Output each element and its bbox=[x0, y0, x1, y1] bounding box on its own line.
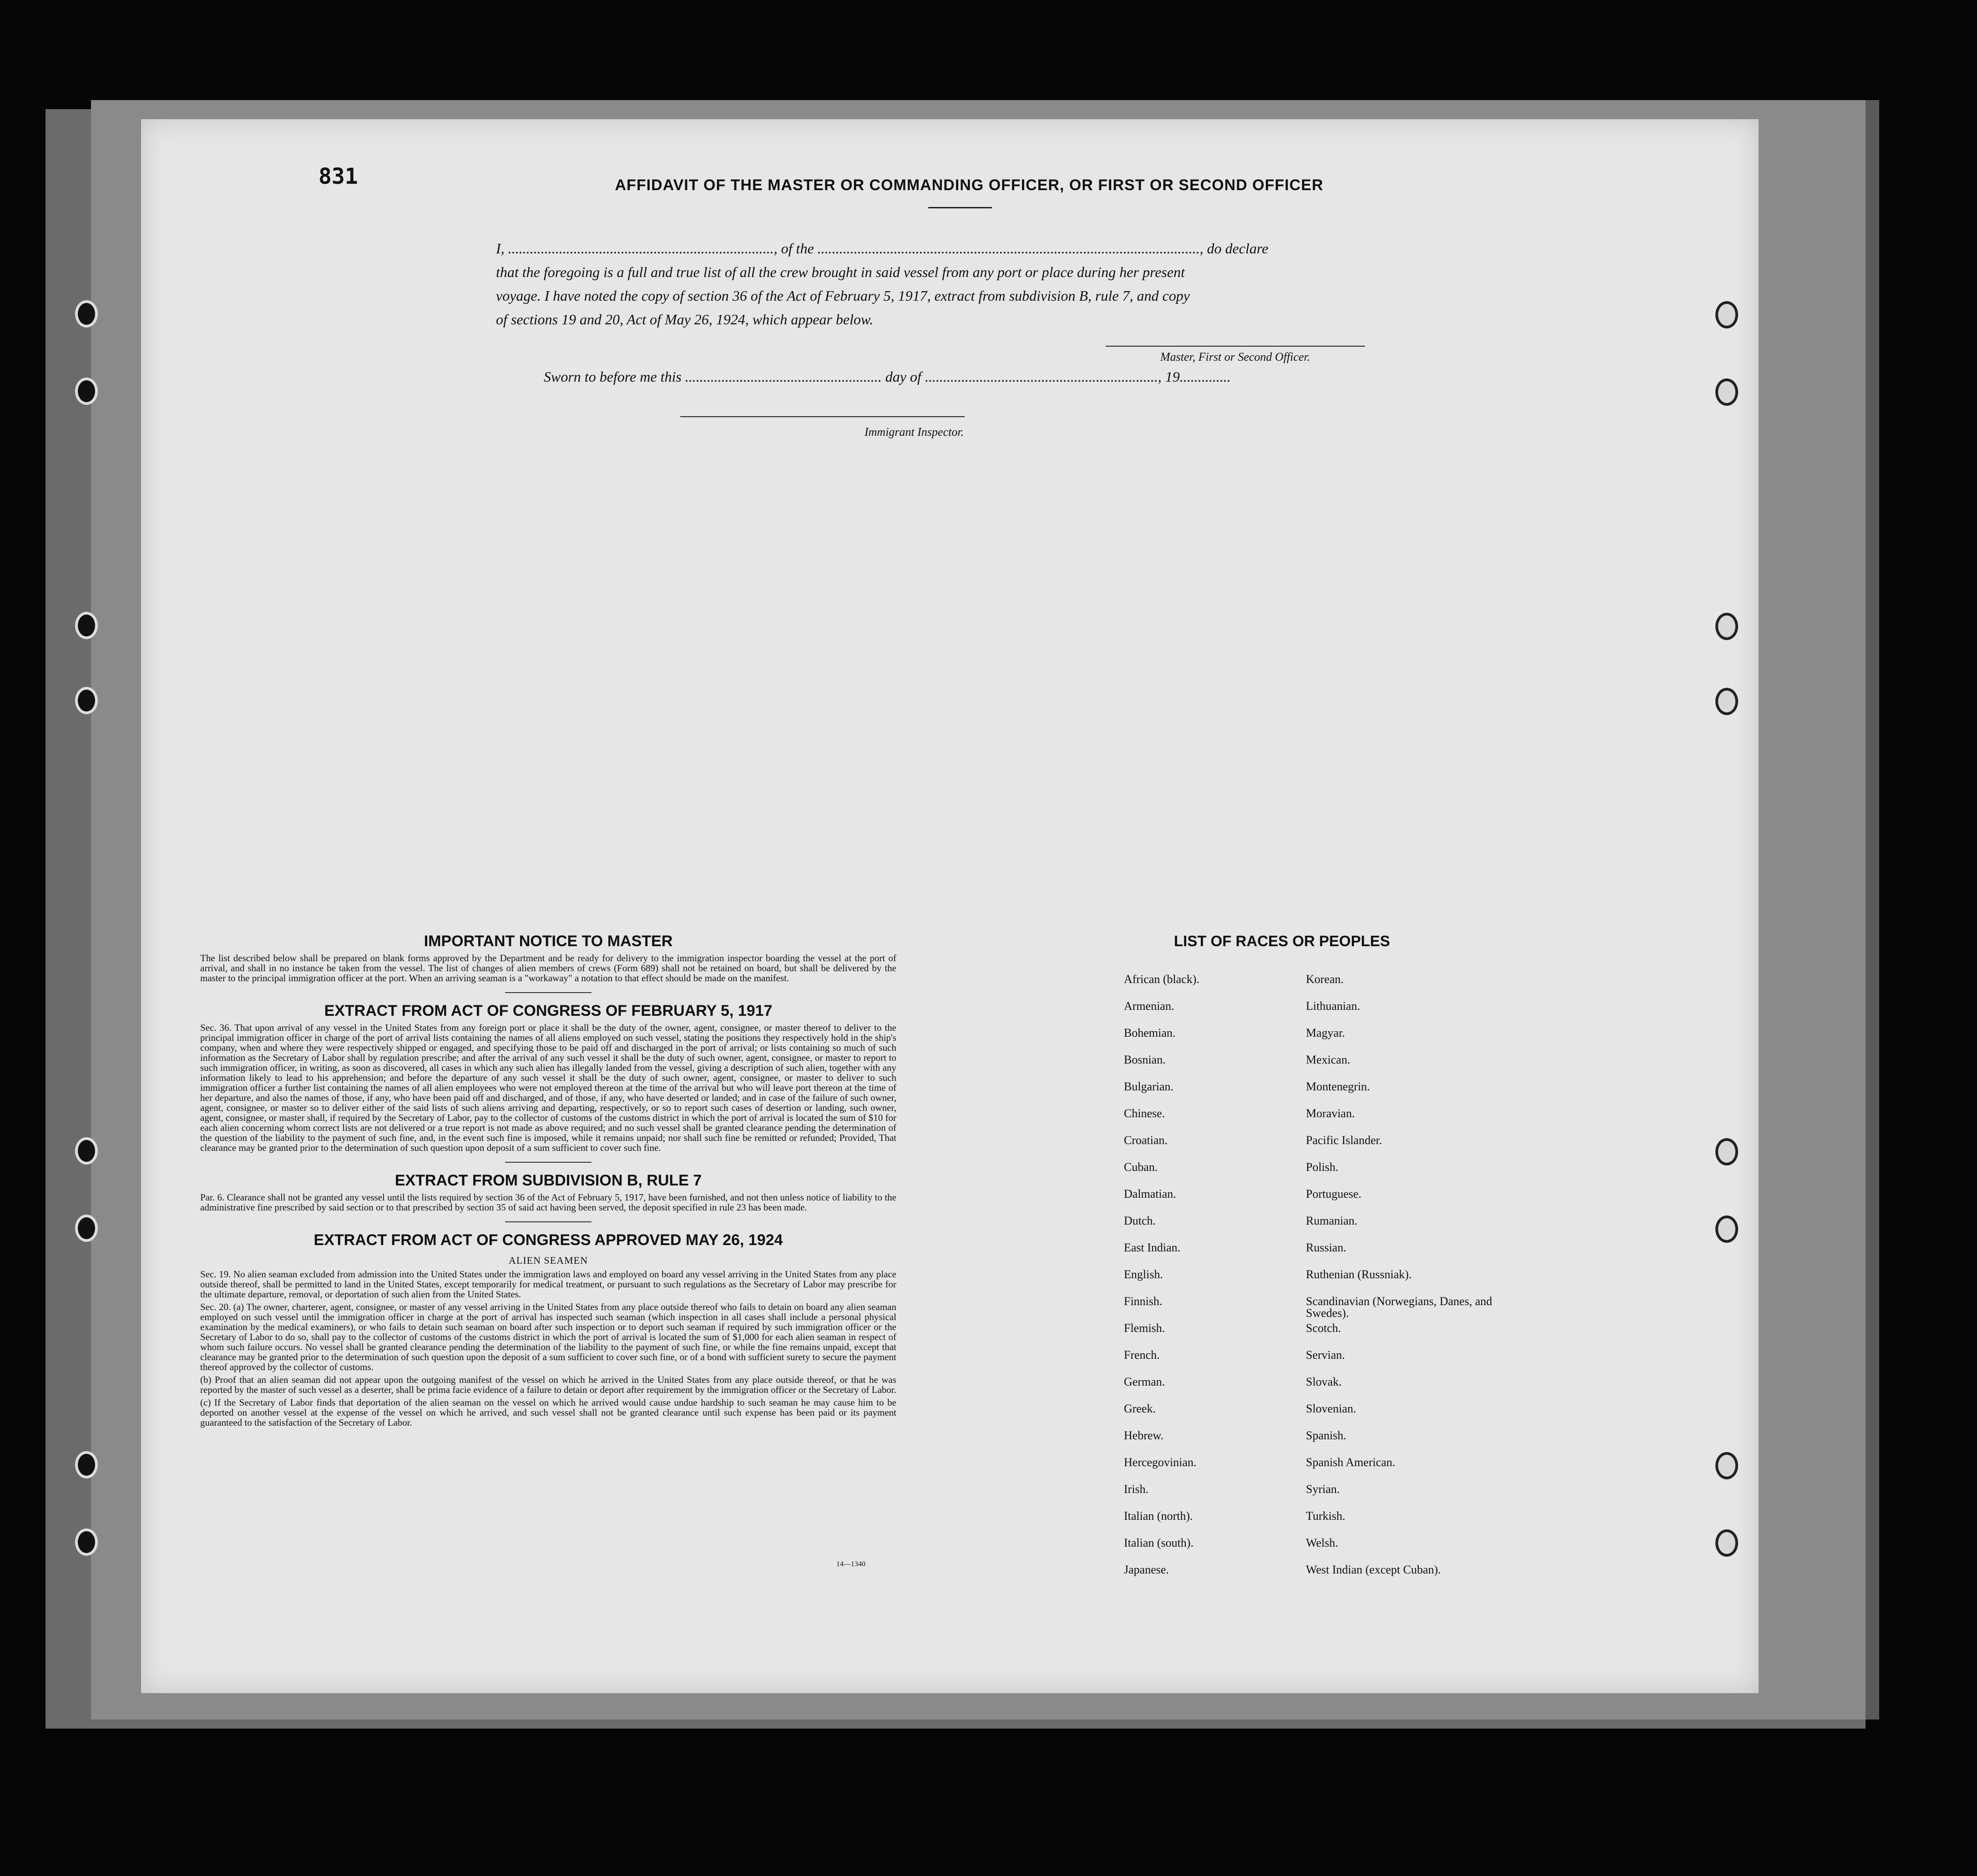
binder-hole bbox=[1715, 301, 1738, 328]
binder-hole bbox=[75, 300, 98, 328]
race-item: Mexican. bbox=[1306, 1053, 1350, 1066]
race-item: Spanish American. bbox=[1306, 1456, 1396, 1469]
master-signature-label: Master, First or Second Officer. bbox=[1160, 350, 1310, 363]
divider bbox=[505, 1162, 592, 1163]
race-item: Slovenian. bbox=[1306, 1402, 1356, 1415]
race-item: Italian (north). bbox=[1124, 1509, 1193, 1523]
sec-20b-text: (b) Proof that an alien seaman did not appear upon the outgoing manifest of the vessel on which he arrived in the United States from any place outside thereof, or that he was reported by the master of such vessel as a deserter, shall be prima facie evidence of a failure to detain or deport after requirement by the immigration officer or the Secretary of Labor. bbox=[200, 1374, 896, 1395]
race-item: Magyar. bbox=[1306, 1026, 1345, 1039]
extract-1917-text: Sec. 36. That upon arrival of any vessel in the United States from any foreign port or place it shall be the duty of the owner, agent, consignee, or master thereof to deliver to the principal immigration officer in charge of the port of arrival lists containing the names of all aliens employed on such vessel, stating the positions they respectively hold in the ship's company, when and where they were respectively shipped or engaged, and specifying those to be paid off and discharged in the port of arrival; or lists containing so much of such information as the Secretary of Labor shall by regulation prescribe; and after the arrival of any such vessel it shall be the duty of such owner, agent, consignee, or master to report to such immigration officer, in writing, as soon as discovered, all cases in which any such alien has illegally landed from the vessel, giving a description of such alien, together with any information likely to lead to his apprehension; and before the departure of any such vessel it shall be the duty of such owner, agent, consignee, or master to deliver to such immigration officer a further list containing the names of all alien employees who were not employed thereon at the time of the arrival but who will leave port thereon at the time of her departure, and also the names of those, if any, who have been paid off and discharged, and of those, if any, who have deserted or landed; and in case of the failure of such owner, agent, consignee, or master so to deliver either of the said lists of such aliens arriving and departing, respectively, or so to report such cases of desertion or landing, such owner, agent, consignee, or master shall, if required by the Secretary of Labor, pay to the collector of customs of the customs district in which the port of arrival is located the sum of $10 for each alien concerning whom correct lists are not delivered or a true report is not made as above required; and no such vessel shall be granted clearance pending the determination of the question of the liability to the payment of such fine, and, in the event such fine is imposed, while it remains unpaid; nor shall such fine be remitted or refunded; Provided, That clearance may be granted prior to the determination of such question upon deposit of a sum sufficient to cover such fine. bbox=[200, 1022, 896, 1153]
binder-hole bbox=[1715, 688, 1738, 715]
race-item: Italian (south). bbox=[1124, 1536, 1194, 1549]
race-item: Slovak. bbox=[1306, 1375, 1342, 1388]
sec-19-text: Sec. 19. No alien seaman excluded from admission into the United States under the immigration laws and employed on board any vessel arriving in the United States from any place outside thereof, shall be permitted to land in the United States, except temporarily for medical treatment, or pursuant to such regulations as the Secretary of Labor may prescribe for the ultimate departure, removal, or deportation of such alien from the United States. bbox=[200, 1269, 896, 1300]
binder-hole bbox=[75, 1137, 98, 1165]
binder-hole bbox=[75, 612, 98, 639]
binder-hole bbox=[1715, 378, 1738, 406]
race-item: Greek. bbox=[1124, 1402, 1156, 1415]
sec-20c-text: (c) If the Secretary of Labor finds that deportation of the alien seaman on the vessel on which he arrived would cause undue hardship to such seaman he may cause him to be deported on another vessel at the expense of the vessel on which he arrived, and such vessel shall not be granted clearance until such expense has been paid or its payment guaranteed to the satisfaction of the Secretary of Labor. bbox=[200, 1397, 896, 1428]
binder-hole bbox=[1715, 1138, 1738, 1165]
sworn-line: Sworn to before me this ...................................................... day of ................................................................, 19.............. bbox=[544, 368, 1231, 385]
race-item: Hebrew. bbox=[1124, 1429, 1164, 1442]
race-item: Montenegrin. bbox=[1306, 1080, 1370, 1093]
race-item: Moravian. bbox=[1306, 1107, 1355, 1120]
binder-hole bbox=[1715, 1452, 1738, 1479]
race-item: Flemish. bbox=[1124, 1321, 1165, 1335]
binder-hole bbox=[75, 1215, 98, 1242]
extract-1924-heading: EXTRACT FROM ACT OF CONGRESS APPROVED MAY 26, 1924 bbox=[313, 1231, 783, 1249]
master-signature-line bbox=[1106, 346, 1365, 347]
race-item: Croatian. bbox=[1124, 1134, 1168, 1147]
race-item: Russian. bbox=[1306, 1241, 1346, 1254]
inspector-signature-line bbox=[680, 416, 965, 417]
affidavit-text bbox=[496, 237, 1406, 331]
race-item: Irish. bbox=[1124, 1483, 1149, 1496]
race-item: Japanese. bbox=[1124, 1563, 1169, 1576]
binder-hole bbox=[1715, 1215, 1738, 1243]
race-item: Pacific Islander. bbox=[1306, 1134, 1382, 1147]
rule-7-heading: EXTRACT FROM SUBDIVISION B, RULE 7 bbox=[394, 1172, 702, 1189]
divider bbox=[505, 992, 592, 993]
race-item: Armenian. bbox=[1124, 999, 1174, 1013]
notice-heading: IMPORTANT NOTICE TO MASTER bbox=[424, 933, 673, 950]
race-item: Dalmatian. bbox=[1124, 1187, 1176, 1200]
alien-seamen-subheading: ALIEN SEAMEN bbox=[509, 1255, 588, 1266]
extract-1917-heading: EXTRACT FROM ACT OF CONGRESS OF FEBRUARY 5, 1917 bbox=[324, 1002, 773, 1019]
form-number: 14—1340 bbox=[836, 1560, 865, 1568]
binder-hole bbox=[75, 1528, 98, 1556]
race-item: Turkish. bbox=[1306, 1509, 1345, 1523]
races-list bbox=[1124, 973, 1533, 1591]
race-item: Bohemian. bbox=[1124, 1026, 1176, 1039]
notice-text: The list described below shall be prepared on blank forms approved by the Department and be ready for delivery to the immigration inspector boarding the vessel at the port of arrival, and shall in no instance be taken from the vessel. The list of changes of alien members of crews (Form 689) shall not be retained on board, but shall be delivered by the master to the principal immigration officer at the port. When an arriving seaman is a "workaway" a notation to that effect should be made on the manifest. bbox=[200, 953, 896, 983]
race-item: Finnish. bbox=[1124, 1295, 1163, 1308]
race-item: Chinese. bbox=[1124, 1107, 1165, 1120]
races-title: LIST OF RACES OR PEOPLES bbox=[1174, 933, 1390, 949]
race-item: Bosnian. bbox=[1124, 1053, 1166, 1066]
inspector-signature-label: Immigrant Inspector. bbox=[865, 425, 964, 439]
race-item: Servian. bbox=[1306, 1348, 1345, 1362]
title-rule bbox=[928, 207, 992, 208]
binder-hole bbox=[75, 378, 98, 405]
affidavit-line: that the foregoing is a full and true list of all the crew brought in said vessel from any port or place during her present bbox=[496, 264, 1185, 280]
race-item: English. bbox=[1124, 1268, 1163, 1281]
race-item: East Indian. bbox=[1124, 1241, 1181, 1254]
binder-hole bbox=[75, 1451, 98, 1478]
race-item: French. bbox=[1124, 1348, 1160, 1362]
race-item: Syrian. bbox=[1306, 1483, 1340, 1496]
legal-notices bbox=[200, 933, 896, 1430]
affidavit-line: of sections 19 and 20, Act of May 26, 1924, which appear below. bbox=[496, 311, 873, 328]
sec-20a-text: Sec. 20. (a) The owner, charterer, agent, consignee, or master of any vessel arriving in the United States from any place outside thereof who fails to detain on board any alien seaman employed on such vessel until the immigration officer in charge at the port of arrival has inspected such seaman (which inspection in all cases shall include a personal physical examination by the medical examiners), or who fails to detain such seaman on board after such inspection or to deport such seaman if required by such immigration officer or the Secretary of Labor to do so, shall pay to the collector of customs of the customs district in which the port of arrival is located the sum of $1,000 for each alien seaman in respect of whom such failure occurs. No vessel shall be granted clearance pending the determination of the liability to the payment of such fine, or while the fine remains unpaid, except that clearance may be granted prior to the determination of such question upon the deposit of a sum sufficient to cover such fine, or of a bond with sufficient surety to secure the payment thereof approved by the collector of customs. bbox=[200, 1301, 896, 1372]
race-item: Polish. bbox=[1306, 1160, 1339, 1174]
race-item: Spanish. bbox=[1306, 1429, 1346, 1442]
race-item: Hercegovinian. bbox=[1124, 1456, 1197, 1469]
race-item: Scotch. bbox=[1306, 1321, 1341, 1335]
binder-hole bbox=[1715, 1529, 1738, 1557]
race-item: Welsh. bbox=[1306, 1536, 1338, 1549]
race-item: Bulgarian. bbox=[1124, 1080, 1174, 1093]
race-item: Portuguese. bbox=[1306, 1187, 1362, 1200]
race-item: Cuban. bbox=[1124, 1160, 1158, 1174]
race-item: West Indian (except Cuban). bbox=[1306, 1563, 1441, 1576]
affidavit-title: AFFIDAVIT OF THE MASTER OR COMMANDING OFFICER, OR FIRST OR SECOND OFFICER bbox=[615, 177, 1324, 194]
rule-7-text: Par. 6. Clearance shall not be granted any vessel until the lists required by section 36 of the Act of February 5, 1917, have been furnished, and not then unless notice of liability to the administrative fine prescribed by said section or to that prescribed by section 35 of said act having been served, the deposit specified in rule 23 has been made. bbox=[200, 1192, 896, 1213]
binder-hole bbox=[1715, 613, 1738, 640]
race-item: Korean. bbox=[1306, 973, 1344, 986]
binder-hole bbox=[75, 687, 98, 714]
affidavit-line: voyage. I have noted the copy of section 36 of the Act of February 5, 1917, extract from subdivision B, rule 7, and copy bbox=[496, 287, 1190, 304]
race-item: Ruthenian (Russniak). bbox=[1306, 1268, 1412, 1281]
race-item: German. bbox=[1124, 1375, 1165, 1388]
affidavit-line: I, ........................................................................., of the ........................................................................................................., do declare bbox=[496, 240, 1269, 257]
race-item: African (black). bbox=[1124, 973, 1200, 986]
race-item: Rumanian. bbox=[1306, 1214, 1358, 1227]
page-number: 831 bbox=[319, 164, 358, 189]
race-item: Scandinavian (Norwegians, Danes, and Swedes). bbox=[1306, 1295, 1492, 1320]
divider bbox=[505, 1221, 592, 1222]
race-item: Lithuanian. bbox=[1306, 999, 1360, 1013]
race-item: Dutch. bbox=[1124, 1214, 1156, 1227]
